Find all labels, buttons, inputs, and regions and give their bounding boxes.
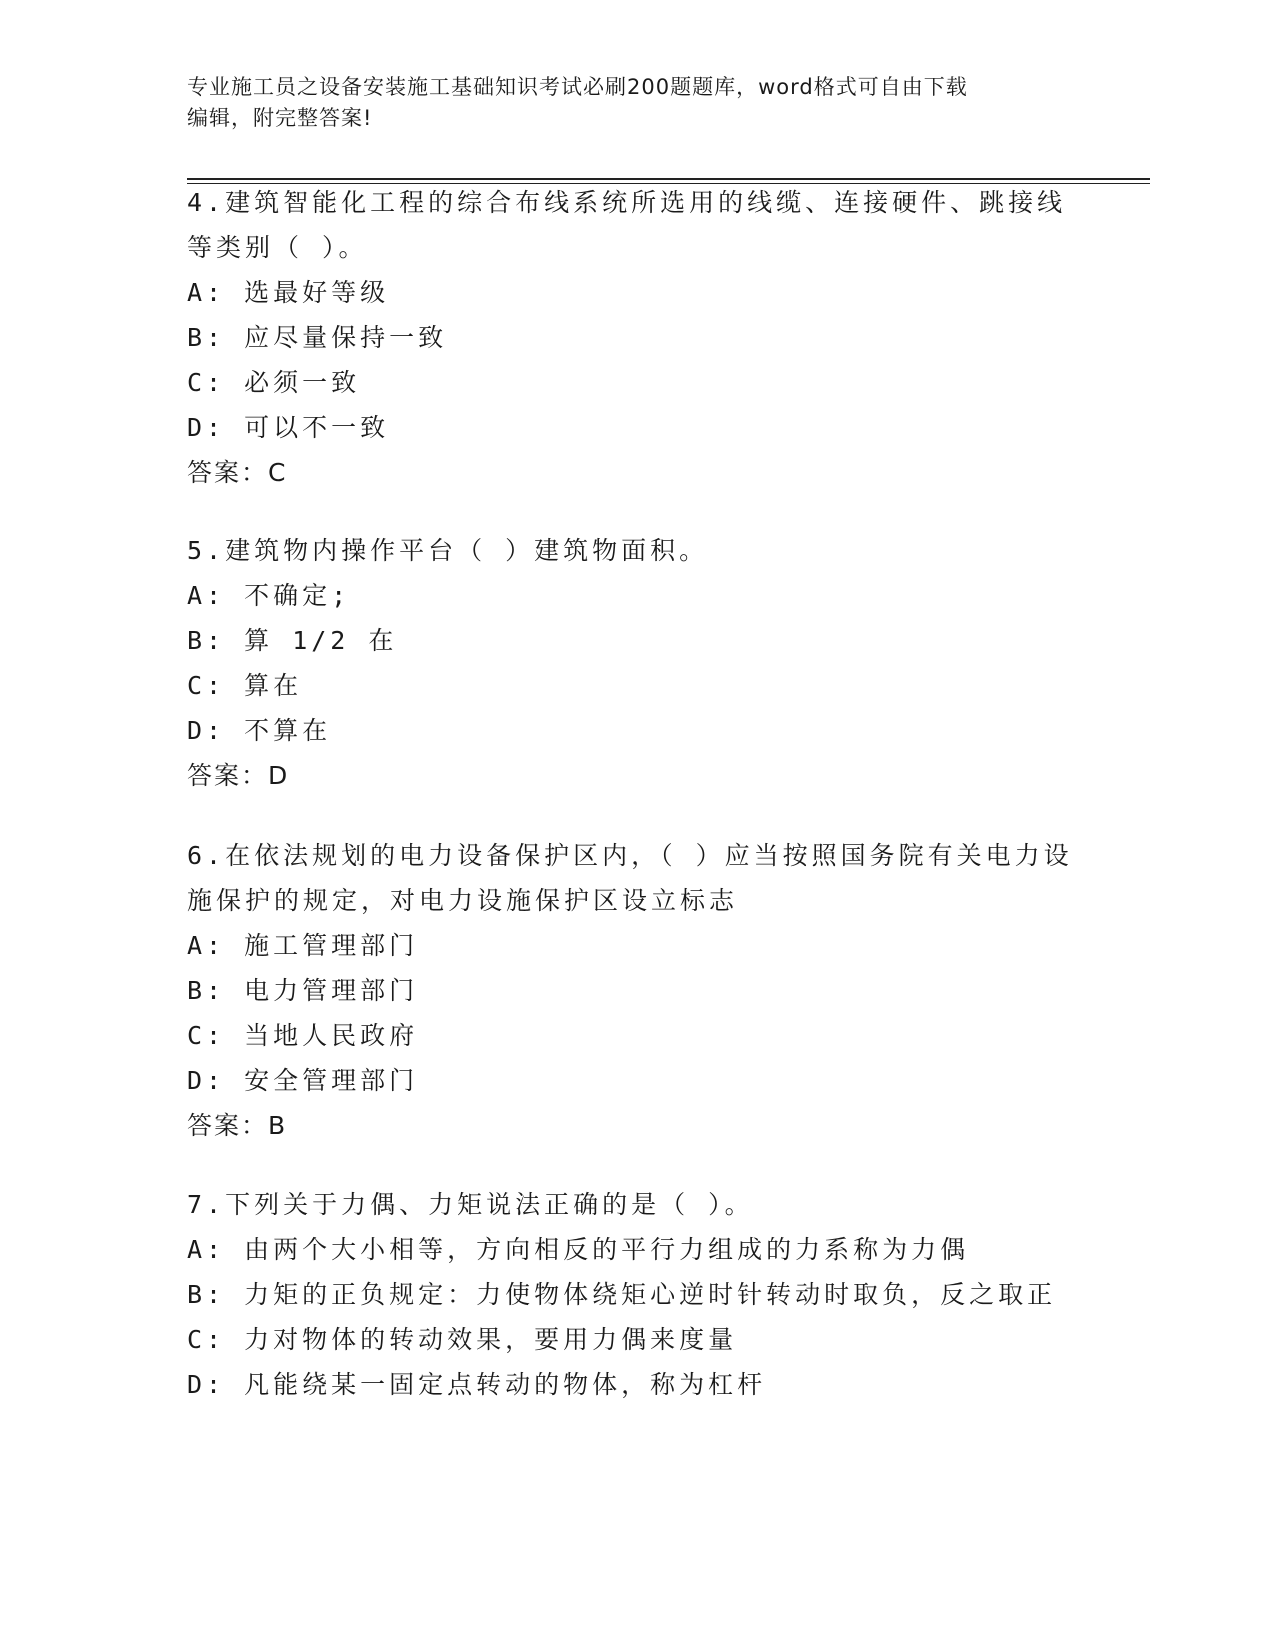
option-a: A: 选最好等级 xyxy=(187,278,390,307)
header-line-1: 专业施工员之设备安装施工基础知识考试必刷200题题库，word格式可自由下载 xyxy=(187,75,968,99)
question-stem-line: 6.在依法规划的电力设备保护区内，（ ）应当按照国务院有关电力设 xyxy=(187,841,1073,870)
option-a: A: 不确定; xyxy=(187,581,351,610)
option-d: D: 不算在 xyxy=(187,716,332,745)
option-c: C: 算在 xyxy=(187,671,303,700)
question-6 xyxy=(187,833,1087,1148)
option-b: B: 力矩的正负规定：力使物体绕矩心逆时针转动时取负，反之取正 xyxy=(187,1280,1057,1309)
document-header xyxy=(187,72,1087,134)
option-a: A: 施工管理部门 xyxy=(187,931,419,960)
question-5 xyxy=(187,528,1087,798)
option-d: D: 凡能绕某一固定点转动的物体，称为杠杆 xyxy=(187,1370,767,1399)
header-line-2: 编辑，附完整答案! xyxy=(187,106,373,130)
option-d: D: 安全管理部门 xyxy=(187,1066,419,1095)
answer-label: 答案：B xyxy=(187,1111,288,1140)
question-4 xyxy=(187,180,1087,495)
option-d: D: 可以不一致 xyxy=(187,413,390,442)
option-c: C: 必须一致 xyxy=(187,368,361,397)
answer-label: 答案：C xyxy=(187,458,288,487)
option-a: A: 由两个大小相等，方向相反的平行力组成的力系称为力偶 xyxy=(187,1235,970,1264)
option-b: B: 电力管理部门 xyxy=(187,976,419,1005)
question-stem-line: 等类别（ ）。 xyxy=(187,233,368,262)
question-stem-line: 4.建筑智能化工程的综合布线系统所选用的线缆、连接硬件、跳接线 xyxy=(187,188,1067,217)
option-c: C: 当地人民政府 xyxy=(187,1021,419,1050)
option-b: B: 应尽量保持一致 xyxy=(187,323,448,352)
option-c: C: 力对物体的转动效果，要用力偶来度量 xyxy=(187,1325,738,1354)
question-stem-line: 5.建筑物内操作平台（ ）建筑物面积。 xyxy=(187,536,709,565)
option-b: B: 算 1/2 在 xyxy=(187,626,398,655)
question-stem-line: 施保护的规定，对电力设施保护区设立标志 xyxy=(187,886,739,915)
question-stem-line: 7.下列关于力偶、力矩说法正确的是（ ）。 xyxy=(187,1190,754,1219)
answer-label: 答案：D xyxy=(187,761,290,790)
question-7 xyxy=(187,1182,1087,1407)
